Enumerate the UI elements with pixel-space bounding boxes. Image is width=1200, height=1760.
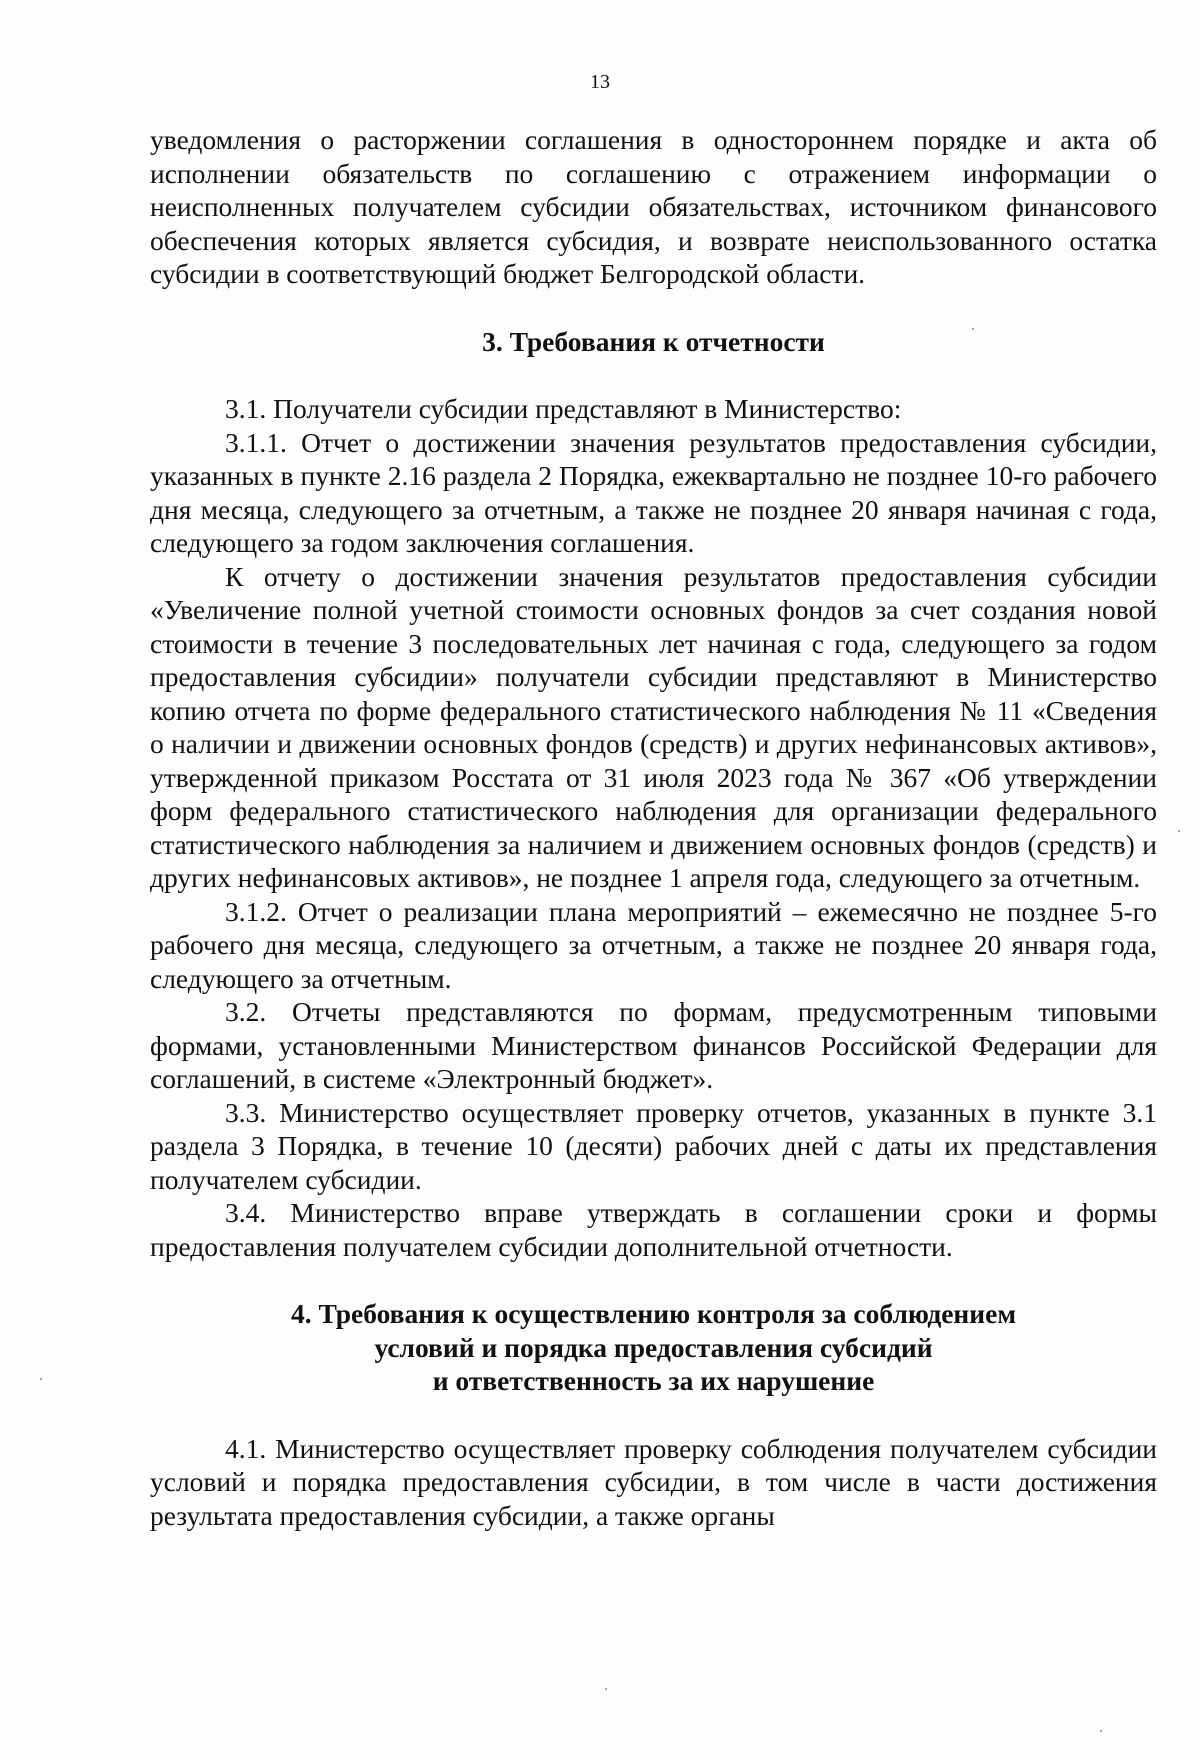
scan-speck: [1100, 1730, 1102, 1732]
paragraph-3-4: 3.4. Министерство вправе утверждать в соглашении сроки и формы предоставления получателем субсидии дополнительной отчетности.: [150, 1197, 1157, 1262]
paragraph-3-3: 3.3. Министерство осуществляет проверку отчетов, указанных в пункте 3.1 раздела 3 Порядка, в течение 10 (десяти) рабочих дней с даты их представления получателем субсидии.: [150, 1096, 1157, 1195]
section-4-title-line-2: условий и порядка предоставления субсидий: [374, 1331, 933, 1363]
scan-speck: [605, 1688, 607, 1690]
section-4-title-line-1: 4. Требования к осуществлению контроля за соблюдением: [290, 1298, 1017, 1329]
scan-speck: [40, 1378, 42, 1380]
scan-speck: [1178, 830, 1180, 832]
paragraph-3-2: 3.2. Отчеты представляются по формам, предусмотренным типовыми формами, установленными Министерством финансов Российской Федерации для соглашений, в системе «Электронный бюджет».: [150, 996, 1157, 1094]
intro-paragraph: уведомления о расторжении соглашения в одностороннем порядке и акта об исполнении обязательств по соглашению с отражением информации о неисполненных получателем субсидии обязательствах, источником финансового обеспечения которых является субсидия, и возврате неиспользованного остатка субсидии в соответствующий бюджет Белгородской области.: [150, 124, 1157, 289]
paragraph-3-1-2: 3.1.2. Отчет о реализации плана мероприятий – ежемесячно не позднее 5-го рабочего дня месяца, следующего за отчетным, а также не позднее 20 января года, следующего за отчетным.: [150, 895, 1157, 994]
paragraph-3-1-1-report-attachment: К отчету о достижении значения результатов предоставления субсидии «Увеличение полной учетной стоимости основных фондов за счет создания новой стоимости в течение 3 последовательных лет начиная с года, следующего за годом предоставления субсидии» получатели субсидии представляют в Министерство копию отчета по форме федерального статистического наблюдения № 11 «Сведения о наличии и движении основных фондов (средств) и других нефинансовых активов», утвержденной приказом Росстата от 31 июля 2023 года № 367 «Об утверждении форм федерального статистического наблюдения для организации федерального статистического наблюдения за наличием и движением основных фондов (средств) и других нефинансовых активов», не позднее 1 апреля года, следующего за отчетным.: [150, 560, 1157, 893]
page-number: 13: [590, 71, 610, 93]
paragraph-3-1: 3.1. Получатели субсидии представляют в Министерство:: [225, 393, 902, 424]
section-3-title: 3. Требования к отчетности: [482, 325, 825, 357]
scan-speck: [972, 328, 974, 330]
section-4-title-line-3: и ответственность за их нарушение: [432, 1365, 875, 1396]
paragraph-3-1-1: 3.1.1. Отчет о достижении значения результатов предоставления субсидии, указанных в пункте 2.16 раздела 2 Порядка, ежеквартально не позднее 10-го рабочего дня месяца, следующего за отчетным, а также не позднее 20 января начиная с года, следующего за годом заключения соглашения.: [150, 426, 1157, 558]
paragraph-4-1: 4.1. Министерство осуществляет проверку соблюдения получателем субсидии условий и порядка предоставления субсидии, в том числе в части достижения результата предоставления субсидии, а также органы: [150, 1432, 1157, 1531]
document-body: [150, 123, 1157, 1532]
